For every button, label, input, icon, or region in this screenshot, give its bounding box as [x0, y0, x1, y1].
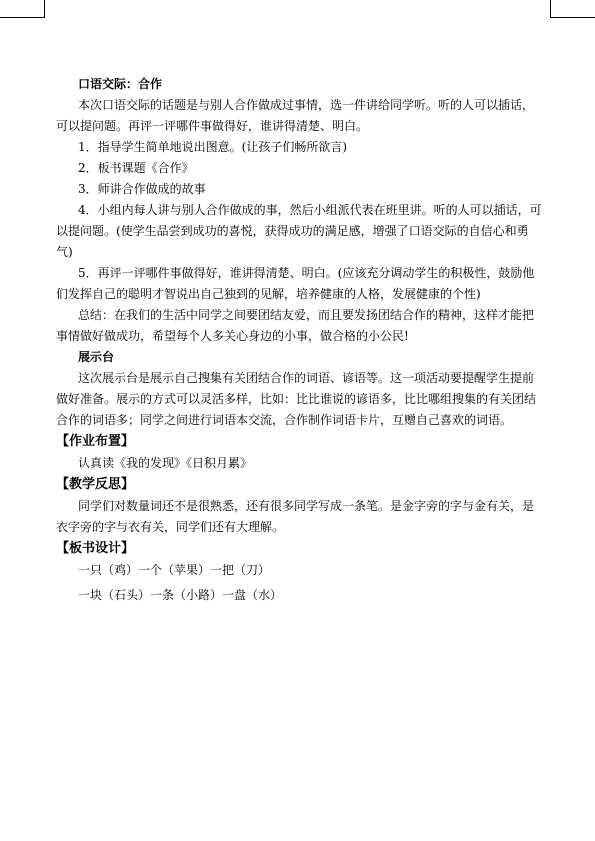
oral-step-4-line-1: 4．小组内每人讲与别人合作做成的事，然后小组派代表在班里讲。听的人可以插话，可: [78, 203, 542, 217]
document-body: [56, 74, 542, 606]
oral-step-4-line-2: 以提问题。(使学生品尝到成功的喜悦，获得成功的满足感，增强了口语交际的自信心和勇: [56, 224, 529, 238]
oral-step-5-line-1: 5．再评一评哪件事做得好，谁讲得清楚、明白。(应该充分调动学生的积极性，鼓励他: [78, 266, 535, 280]
homework-body: 认真读《我的发现》《日积月累》: [78, 456, 253, 470]
oral-step-5-line-2: 们发挥自己的聪明才智说出自己独到的见解，培养健康的人格，发展健康的个性): [56, 287, 481, 301]
page-corner-mark-left: [0, 0, 45, 18]
display-title: 展示台: [78, 350, 115, 364]
oral-communication-title: 口语交际：合作: [78, 77, 163, 91]
display-line-1: 这次展示台是展示自己搜集有关团结合作的词语、谚语等。这一项活动要提醒学生提前: [78, 371, 535, 385]
board-design-line-1: 一只（鸡）一个（苹果）一把（刀）: [78, 563, 271, 577]
display-line-3: 合作的词语多；同学之间进行词语本交流，合作制作词语卡片，互赠自己喜欢的词语。: [56, 413, 513, 427]
board-design-heading: 【板书设计】: [56, 541, 135, 556]
oral-step-4-line-3: 气): [56, 245, 73, 259]
reflection-heading: 【教学反思】: [56, 477, 135, 492]
oral-step-1: 1．指导学生简单地说出图意。(让孩子们畅所欲言): [78, 140, 347, 154]
reflection-line-2: 衣字旁的字与衣有关，同学们还有大理解。: [56, 520, 285, 534]
reflection-line-1: 同学们对数量词还不是很熟悉，还有很多同学写成一条笔。是金字旁的字与金有关，是: [78, 499, 535, 513]
oral-intro-line-2: 可以提问题。再评一评哪件事做得好，谁讲得清楚、明白。: [56, 119, 369, 133]
page-corner-mark-right: [550, 0, 595, 18]
oral-step-2: 2．板书课题《合作》: [78, 161, 194, 175]
oral-summary-line-1: 总结：在我们的生活中同学之间要团结友爱，而且要发扬团结合作的精神，这样才能把: [78, 308, 535, 322]
display-line-2: 做好准备。展示的方式可以灵活多样，比如：比比谁说的谚语多，比比哪组搜集的有关团结: [56, 392, 537, 406]
oral-summary-line-2: 事情做好做成功，希望每个人多关心身边的小事，做合格的小公民!: [56, 329, 409, 343]
oral-intro-line-1: 本次口语交际的话题是与别人合作做成过事情，选一件讲给同学听。听的人可以插话，: [78, 98, 535, 112]
board-design-line-2: 一块（石头）一条（小路）一盘（水）: [78, 588, 283, 602]
oral-step-3: 3．师讲合作做成的故事: [78, 182, 206, 196]
homework-heading: 【作业布置】: [56, 434, 135, 449]
